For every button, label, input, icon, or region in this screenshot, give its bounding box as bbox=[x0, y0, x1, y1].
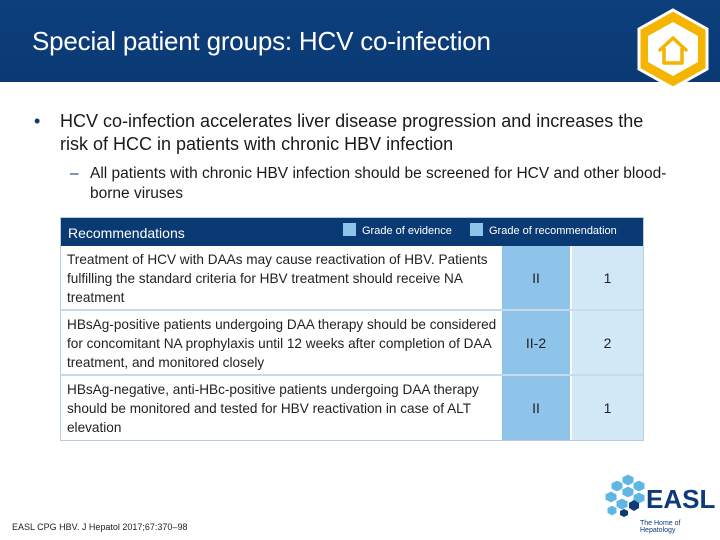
recommendation-swatch bbox=[470, 223, 483, 236]
legend-recommendation bbox=[470, 223, 617, 237]
home-button[interactable] bbox=[636, 8, 710, 90]
bullet-sub-text: All patients with chronic HBV infection should be screened for HCV and other blood-borne viruses bbox=[90, 165, 667, 202]
evidence-cell: II-2 bbox=[502, 311, 570, 374]
table-row bbox=[61, 376, 643, 440]
easl-logo-icon bbox=[604, 472, 648, 518]
recommendations-header bbox=[61, 218, 643, 246]
recommendation-cell: 1 bbox=[572, 376, 643, 440]
evidence-swatch bbox=[343, 223, 356, 236]
easl-logo bbox=[604, 470, 716, 534]
bullet-main bbox=[34, 110, 674, 156]
recommendations-title: Recommendations bbox=[68, 225, 185, 241]
row-text: HBsAg-negative, anti-HBc-positive patients undergoing DAA therapy should be monitored and tested for HBV reactivation in case of ALT elevation bbox=[67, 382, 479, 435]
row-text: HBsAg-positive patients undergoing DAA therapy should be considered for concomitant NA prophylaxis until 12 weeks after completion of DAA treatment, and monitored closely bbox=[67, 317, 497, 370]
table-row bbox=[61, 311, 643, 374]
legend-recommendation-label: Grade of recommendation bbox=[489, 225, 617, 237]
logo-wordmark: EASL bbox=[646, 484, 716, 514]
recommendation-cell: 1 bbox=[572, 246, 643, 309]
evidence-cell: II bbox=[502, 376, 570, 440]
legend-evidence bbox=[343, 223, 452, 237]
legend-evidence-label: Grade of evidence bbox=[362, 225, 452, 237]
evidence-cell: II bbox=[502, 246, 570, 309]
recommendations-table bbox=[60, 217, 644, 441]
bullet-sub bbox=[70, 164, 670, 204]
row-text: Treatment of HCV with DAAs may cause reactivation of HBV. Patients fulfilling the standard criteria for HBV treatment should receive NA treatment bbox=[67, 252, 488, 305]
slide-title: Special patient groups: HCV co-infection bbox=[32, 26, 491, 56]
logo-tagline: The Home of Hepatology bbox=[640, 520, 681, 534]
bullet-main-text: HCV co-infection accelerates liver disease progression and increases the risk of HCC in patients with chronic HBV infection bbox=[60, 111, 644, 154]
reference-citation: EASL CPG HBV. J Hepatol 2017;67:370–98 bbox=[12, 522, 188, 532]
home-icon bbox=[636, 8, 710, 90]
recommendation-cell: 2 bbox=[572, 311, 643, 374]
title-bar bbox=[0, 0, 720, 82]
table-row bbox=[61, 246, 643, 309]
bullet-glyph: • bbox=[34, 111, 41, 131]
dash-glyph: – bbox=[70, 165, 79, 182]
